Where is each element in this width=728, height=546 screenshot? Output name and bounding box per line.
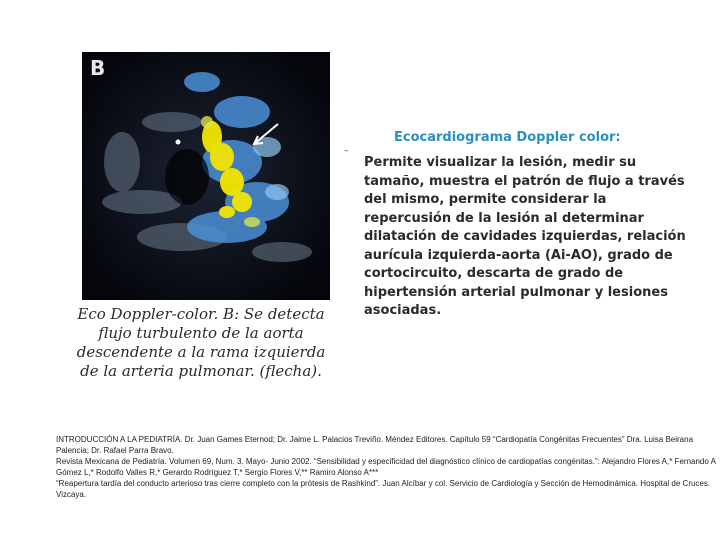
reference-line: Revista Mexicana de Pediatría. Volumen 69, Num. 3. Mayo- Junio 2002. “Sensibilidad y especificidad del diagnóstico clínico de cardiopatías congénitas.”: Alejandro Flores A,* Fernando A — [56, 457, 716, 466]
reference-line: Vizcaya. — [56, 490, 87, 499]
reference-line: Gómez L,* Rodolfo Valles R,* Gerardo Rodríguez T,* Sergio Flores V,** Ramiro Alonso A*** — [56, 468, 379, 477]
echo-doppler-image — [82, 52, 330, 300]
bullet-marker: – — [344, 146, 349, 156]
reference-line: “Reapertura tardía del conducto arterioso tras cierre completo con la prótesis de Rashkind”. Juan Alcíbar y col. Servicio de Cardiología y Sección de Hemodinámica. Hospital de Cruces. — [56, 479, 711, 488]
reference-line: Palencia; Dr. Rafael Parra Bravo. — [56, 446, 174, 455]
section-title: Ecocardiograma Doppler color: — [394, 130, 621, 145]
panel-letter: B — [90, 56, 106, 80]
echo-doppler-graphic — [82, 52, 330, 300]
reference-line: INTRODUCCIÓN A LA PEDIATRÍA. Dr. Juan Games Eternod; Dr. Jaime L. Palacios Treviño. Méndez Editores. Capítulo 59 “Cardiopatía Congénitas Frecuentes” Dra. Luisa Beirana — [56, 435, 694, 444]
references — [56, 434, 728, 500]
section-body: Permite visualizar la lesión, medir su tamaño, muestra el patrón de flujo a través del mismo, permite considerar la repercusión de la lesión al determinar dilatación de cavidades izquierdas, relación aurícula izquierda-aorta (Ai-AO), grado de cortocircuito, descarta de grado de hipertensión arterial pulmonar y lesiones asociadas. — [364, 155, 686, 318]
figure-caption: Eco Doppler-color. B: Se detecta flujo turbulento de la aorta descendente a la rama izquierda de la arteria pulmonar. (flecha). — [76, 305, 326, 380]
